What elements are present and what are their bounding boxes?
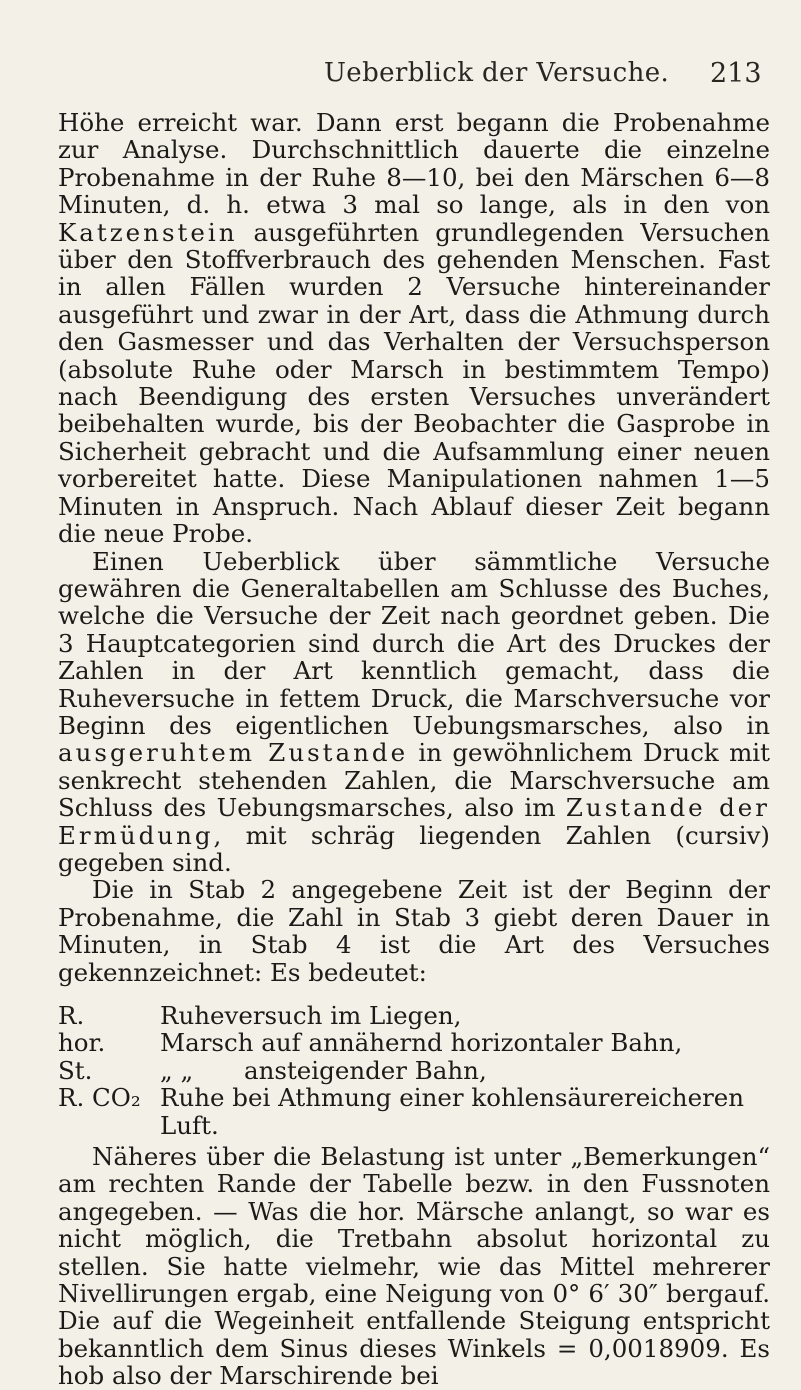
legend-abbr: R. CO₂: [58, 1083, 141, 1113]
paragraph-2-part-a: Einen Ueberblick über sämmtliche Versuche gewähren die Generaltabellen am Schlusse des Buches, welche die Versuche der Zeit nach geordnet geben. Die 3 Hauptcategorien sind durch die Art des Druckes der Zahlen in der Art kenntlich gemacht, dass die Ruheversuche in fettem Druck, die Marschversuche vor Beginn des eigentlichen Uebungsmarsches, also in: [58, 546, 770, 740]
paragraph-4: Näheres über die Belastung ist unter „Bemerkungen“ am rechten Rande der Tabelle bezw. in den Fussnoten angegeben. — Was die hor. Märsche anlangt, so war es nicht möglich, die Tretbahn absolut horizontal zu stellen. Sie hatte vielmehr, wie das Mittel mehrerer Nivellirungen ergab, eine Neigung von 0° 6′ 30″ bergauf. Die auf die Wegeinheit entfallende Steigung entspricht bekanntlich dem Sinus dieses Winkels = 0,0018909. Es hob also der Marschirende bei: [58, 1142, 770, 1390]
legend-abbr: hor.: [58, 1028, 106, 1058]
spaced-term-fatigue: Zustande der Ermüdung: [58, 793, 770, 850]
paragraph-2-part-c: , mit schräg liegenden Zahlen (cursiv) gegeben sind.: [58, 820, 770, 877]
paragraph-2-part-b: in gewöhnlichem Druck mit senkrecht stehenden Zahlen, die Marschversuche am Schluss des Uebungsmarsches, also im: [58, 738, 770, 823]
body-text: [58, 109, 770, 1390]
paragraph-1: [58, 109, 770, 548]
paragraph-2: [58, 548, 770, 877]
paragraph-1-part-a: Höhe erreicht war. Dann erst begann die Probenahme zur Analyse. Durchschnittlich dauerte die einzelne Probenahme in der Ruhe 8—10, bei den Märschen 6—8 Minuten, d. h. etwa 3 mal so lange, als in den von: [58, 108, 770, 220]
page-number: 213: [710, 58, 762, 89]
legend-desc: Ruhe bei Athmung einer kohlensäurereicheren Luft.: [160, 1083, 745, 1140]
running-head: Ueberblick der Versuche.: [324, 58, 670, 88]
legend-abbr: St.: [58, 1055, 93, 1085]
paragraph-1-part-b: ausgeführten grundlegenden Versuchen über den Stoffverbrauch des gehenden Menschen. Fast in allen Fällen wurden 2 Versuche hintereinander ausgeführt und zwar in der Art, dass die Athmung durch den Gasmesser und das Verhalten der Versuchsperson (absolute Ruhe oder Marsch in bestimmtem Tempo) nach Beendigung des ersten Versuches unverändert beibehalten wurde, bis der Beobachter die Gasprobe in Sicherheit gebracht und die Aufsammlung einer neuen vorbereitet hatte. Diese Manipulationen nahmen 1—5 Minuten in Anspruch. Nach Ablauf dieser Zeit begann die neue Probe.: [58, 217, 770, 549]
legend-desc-with-ditto: [160, 1057, 770, 1084]
paragraph-3: Die in Stab 2 angegebene Zeit ist der Beginn der Probenahme, die Zahl in Stab 3 giebt deren Dauer in Minuten, in Stab 4 ist die Art des Versuches gekennzeichnet: Es bedeutet:: [58, 875, 770, 987]
legend-desc: Marsch auf annähernd horizontaler Bahn,: [160, 1028, 683, 1058]
abbreviation-legend: [58, 1002, 770, 1139]
legend-abbr: R.: [58, 1001, 85, 1030]
legend-desc: Ruheversuch im Liegen,: [160, 1001, 462, 1030]
spaced-term-rested: ausgeruhtem Zustande: [58, 738, 409, 768]
ditto-marks: „ „: [160, 1055, 194, 1085]
author-name-spaced: Katzenstein: [58, 217, 238, 247]
legend-desc: ansteigender Bahn,: [244, 1055, 487, 1085]
